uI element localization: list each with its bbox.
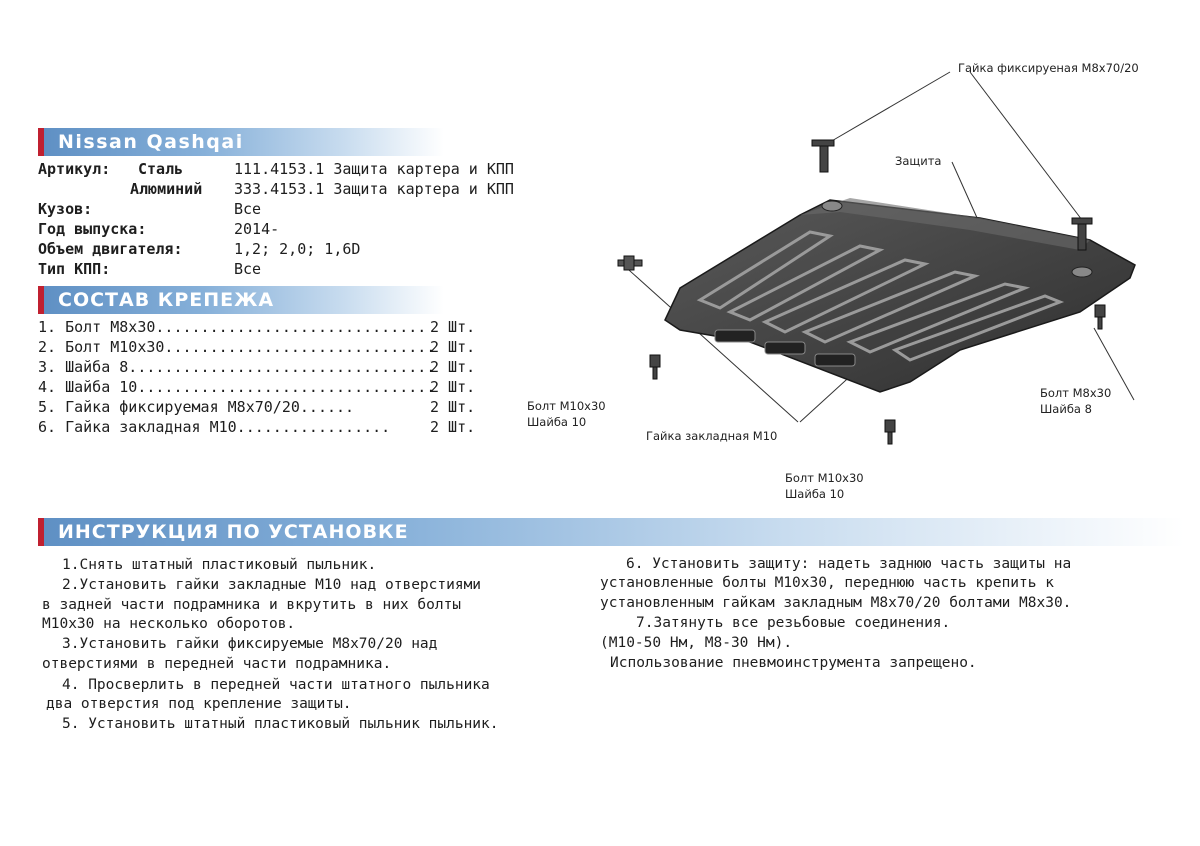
kit-item-qty: 2 Шт. <box>430 338 476 356</box>
steel-label: Сталь <box>138 160 184 178</box>
fixed-nut-left-icon <box>812 140 834 172</box>
kit-item-name: 2. Болт М10х30.............................. <box>38 338 436 356</box>
vehicle-title-bar <box>38 128 444 156</box>
instruction-line: 4. Просверлить в передней части штатного пыльника <box>62 677 490 693</box>
kit-title: СОСТАВ КРЕПЕЖА <box>58 289 275 311</box>
kit-item-qty: 2 Шт. <box>430 378 476 396</box>
bolt-m10-bottom-icon <box>885 420 895 444</box>
label-bolt-m8-line1: Болт М8х30 <box>1040 386 1112 400</box>
body-value: Все <box>234 200 262 218</box>
instruction-line: установленные болты М10х30, переднюю часть крепить к <box>600 575 1054 591</box>
label-guard: Защита <box>895 154 942 168</box>
bolt-m10-left-icon <box>650 355 660 379</box>
kit-item-name: 1. Болт М8х30.............................. <box>38 318 427 336</box>
instructions-title-bar <box>38 518 1184 546</box>
kit-item-qty: 2 Шт. <box>430 358 476 376</box>
kit-item-name: 3. Шайба 8.................................. <box>38 358 436 376</box>
instruction-line: 3.Установить гайки фиксируемые М8х70/20 над <box>62 636 438 652</box>
steel-value: 111.4153.1 Защита картера и КПП <box>234 160 514 178</box>
aluminum-label: Алюминий <box>130 180 203 198</box>
kit-item-name: 4. Шайба 10................................. <box>38 378 436 396</box>
instruction-line: 7.Затянуть все резьбовые соединения. <box>636 615 951 631</box>
kit-item-name: 5. Гайка фиксируемая М8х70/20...... <box>38 398 355 416</box>
instruction-line: Использование пневмоинструмента запрещено. <box>610 655 977 671</box>
vehicle-title: Nissan Qashqai <box>58 131 244 153</box>
gearbox-value: Все <box>234 260 262 278</box>
body-label: Кузов: <box>38 200 93 218</box>
instruction-line: отверстиями в передней части подрамника. <box>42 656 392 672</box>
engine-label: Объем двигателя: <box>38 240 183 258</box>
bolt-m8-right-icon <box>1095 305 1105 329</box>
label-bolt-m10-bottom-line2: Шайба 10 <box>785 487 845 501</box>
gearbox-label: Тип КПП: <box>38 260 111 278</box>
instruction-line: два отверстия под крепление защиты. <box>46 696 352 712</box>
instruction-line: 5. Установить штатный пластиковый пыльник пыльник. <box>62 716 499 732</box>
embedded-nut-left-icon <box>618 256 642 270</box>
kit-title-bar <box>38 286 444 314</box>
engine-value: 1,2; 2,0; 1,6D <box>234 240 361 258</box>
kit-item-name: 6. Гайка закладная М10................. <box>38 418 391 436</box>
label-bolt-m10-left-line2: Шайба 10 <box>527 415 587 429</box>
label-bolt-m10-left-line1: Болт М10х30 <box>527 399 606 413</box>
instruction-line: 1.Снять штатный пластиковый пыльник. <box>62 557 377 573</box>
kit-item-qty: 2 Шт. <box>430 418 476 436</box>
kit-item-qty: 2 Шт. <box>430 398 476 416</box>
year-label: Год выпуска: <box>38 220 147 238</box>
instruction-line: (М10-50 Нм, М8-30 Нм). <box>600 635 793 651</box>
year-value: 2014- <box>234 220 280 238</box>
label-bolt-m8-line2: Шайба 8 <box>1040 402 1092 416</box>
instruction-line: в задней части подрамника и вкрутить в них болты <box>42 597 462 613</box>
article-label: Артикул: <box>38 160 111 178</box>
label-bolt-m10-bottom-line1: Болт М10х30 <box>785 471 864 485</box>
label-nut-embedded: Гайка закладная М10 <box>646 429 778 443</box>
kit-item-qty: 2 Шт. <box>430 318 476 336</box>
label-nut-fixed: Гайка фиксируеная М8х70/20 <box>958 61 1139 75</box>
instruction-line: 2.Установить гайки закладные М10 над отверстиями <box>62 577 482 593</box>
aluminum-value: 333.4153.1 Защита картера и КПП <box>234 180 514 198</box>
guard-plate <box>665 198 1135 392</box>
instruction-line: 6. Установить защиту: надеть заднюю часть защиты на <box>626 556 1072 572</box>
instruction-line: установленным гайкам закладным М8х70/20 болтами М8х30. <box>600 595 1072 611</box>
instructions-title: ИНСТРУКЦИЯ ПО УСТАНОВКЕ <box>58 521 409 543</box>
instruction-line: М10х30 на несколько оборотов. <box>42 616 296 632</box>
